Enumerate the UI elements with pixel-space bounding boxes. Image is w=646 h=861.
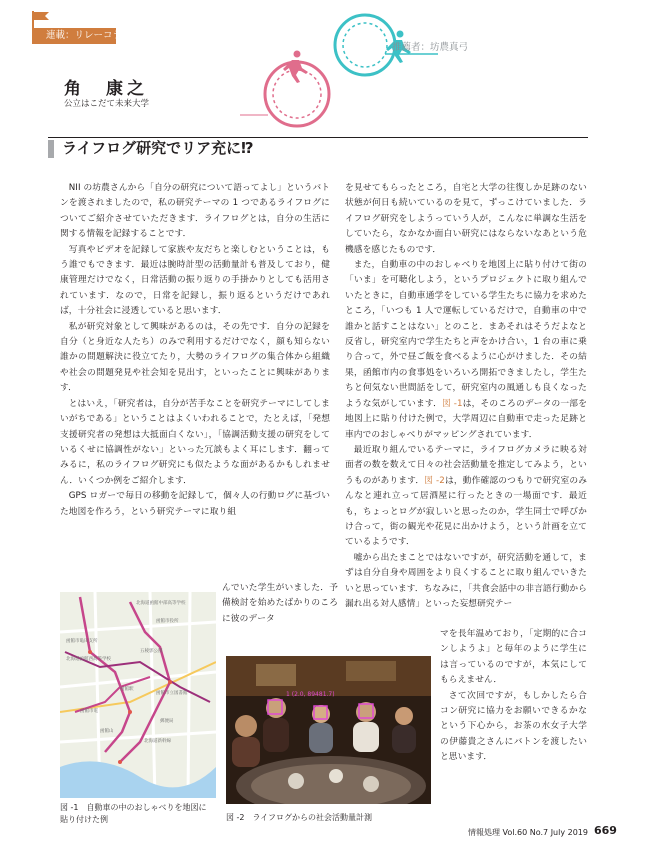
paragraph: とはいえ，「研究者は，自分が苦手なことを研究テーマにしてしまいがちである」ということはよくいわれることで，たとえば，「発想支援研究者の発想は大抵面白くない」，「協調活動支援の研究をしているくせに協調性がない」といった冗談もよく耳にします．翻ってみるに，私のライフログ研究にも似たような面があるかもしれません．いくつか例をご紹介します． <box>60 398 330 486</box>
detection-overlay-text: 1 (2.0, 89481.7) <box>286 691 335 698</box>
relay-decoration <box>240 10 440 130</box>
map-label: 函館市亀田支所 <box>66 639 98 644</box>
left-column <box>60 181 330 520</box>
map-label: 函館山 <box>100 729 114 734</box>
pink-runner-icon <box>283 51 308 84</box>
author-name: 角 康之 <box>64 79 148 99</box>
map-label: 郵便局 <box>160 719 174 724</box>
paragraph: マを長年温めており，「定期的に合コンしようよ」と毎年のように学生には言っているのですが，本気にしてもらえません． <box>440 629 587 686</box>
map-label: 函館市電 <box>80 709 98 714</box>
paragraph: さて次回ですが，もしかしたら合コン研究に協力をお願いできるかなという下心から，お茶の水女子大学の伊藤貴之さんにバトンを渡したいと思います． <box>440 690 587 763</box>
map-label: 北海道新幹線 <box>144 739 171 744</box>
right-column-wrap <box>440 627 587 766</box>
teal-ring <box>335 15 395 75</box>
paragraph: また，自動車の中のおしゃべりを地図上に貼り付けて街の「いま」を可聴化しよう，というプロジェクトに取り組んでいたときに，自動車通学をしている学生たちに協力を求めたところ，「いつも 1 人で運転しているだけで，自動車の中で誰かと話すことはない」とのこと．まあそれはそうだよなと反省し，研究室内で学生たちと声をかけ合い，1 台の車に乗り合って，外で昼ご飯を食べるように心がけました．その結果，函館市内の食事処をいろいろ開拓できましたし，学生たちと何気ない世間話をして，研究室内の風通しも良くなったような気がしています．図 -1は，そのころのデータの一部を地図上に貼り付けた例で，大学周辺に自動車で走った足跡と車内でのおしゃべりがマッピングされています． <box>345 260 587 440</box>
series-label: 連載：リレーコラム <box>32 28 116 44</box>
figure-1-caption: 図 -1 自動車の中のおしゃべりを地図に <box>60 803 207 812</box>
figure-2-photo <box>226 656 431 804</box>
author-affiliation: 公立はこだて未来大学 <box>64 99 150 109</box>
figure-1-map <box>60 592 216 798</box>
left-column-wrap <box>222 581 338 627</box>
map-label: 函館市立図書館 <box>156 691 188 696</box>
flag-icon <box>30 10 52 30</box>
paragraph: 写真やビデオを記録して家族や友だちと楽しむということは，もう誰でもできます．最近は腕時計型の活動量計も普及しており，健康管理だけでなく，日常活動の振り返りの手掛かりとしても活用されています．なので，日常を記録し，振り返るというだけであれば，十分社会に浸透していると思います． <box>60 244 330 317</box>
map-label: 函館市役所 <box>156 619 179 624</box>
paragraph: んでいた学生がいました．予備検討を始めたばかりのころに彼のデータ <box>222 583 338 624</box>
paragraph: 私が研究対象として興味があるのは，その先です．自分の記録を自分（と身近な人たち）のみで利用するだけでなく，顔も知らない誰かの問題解決に役立てたり，大勢のライフログの集合体から組織や社会の問題発見や社会知を見出す，といったことに興味があります． <box>60 321 330 394</box>
article-title: ライフログ研究でリア充に⁉ <box>62 139 254 157</box>
map-label: 五稜郭公園 <box>140 649 163 654</box>
figure-2-caption: 図 -2 ライフログからの社会活動量計測 <box>226 813 373 822</box>
paragraph: NII の坊農さんから「自分の研究について語ってよし」というバトンを渡されましたので，私の研究テーマの 1 つであるライフログについてご紹介させていただきます．ライフログとは，自分の生活に関する情報を記録することです． <box>60 183 330 240</box>
paragraph: GPS ロガーで毎日の移動を記録して，個々人の行動ログに基づいた地図を作ろう，という研究テーマに取り組 <box>60 491 330 517</box>
map-label: 北海道函館西高等学校 <box>66 657 111 662</box>
map-label: 北海道函館中部高等学校 <box>136 601 186 606</box>
figure-reference[interactable]: 図 -2 <box>424 475 445 486</box>
map-label: 函館駅 <box>120 687 134 692</box>
recommender: 推薦者：坊農真弓 <box>392 42 469 53</box>
paragraph: 嘘から出たまことではないですが，研究活動を通して，まずは自分自身や周囲をより良くすることに取り組んでいきたいと思っています．ちなみに，「共食会話中の非言語行動から漏れ出る対人感情」といった妄想研究テー <box>345 552 587 609</box>
right-column <box>345 181 587 612</box>
journal-info: 情報処理 Vol.60 No.7 July 2019 <box>468 828 588 837</box>
figure-reference[interactable]: 図 -1 <box>441 398 463 409</box>
figure-1-caption-cont: 貼り付けた例 <box>60 815 108 824</box>
paragraph: 最近取り組んでいるテーマに，ライフログカメラに映る対面者の数を数えて日々の社会活動量を推定してみよう，というものがあります．図 -2は，動作確認のつもりで研究室のみんなと連れ立って居酒屋に行ったときの一場面です．最近も，ちょっとログが寂しいと思ったのか，学生同士で呼びかけ合って，街の観光や花見に出かけよう，という計画を立てているようです． <box>345 444 588 548</box>
paragraph: を見せてもらったところ，自宅と大学の往復しか足跡のない状態が何日も続いているのを見て，ずっこけていました．ライフログ研究をしようっていう人が，こんなに単調な生活をしていたら，なかなか面白い研究にはならないなあという危機感を感じたものです． <box>345 183 587 255</box>
title-accent-bar <box>48 140 54 158</box>
page-number: 669 <box>594 824 617 837</box>
